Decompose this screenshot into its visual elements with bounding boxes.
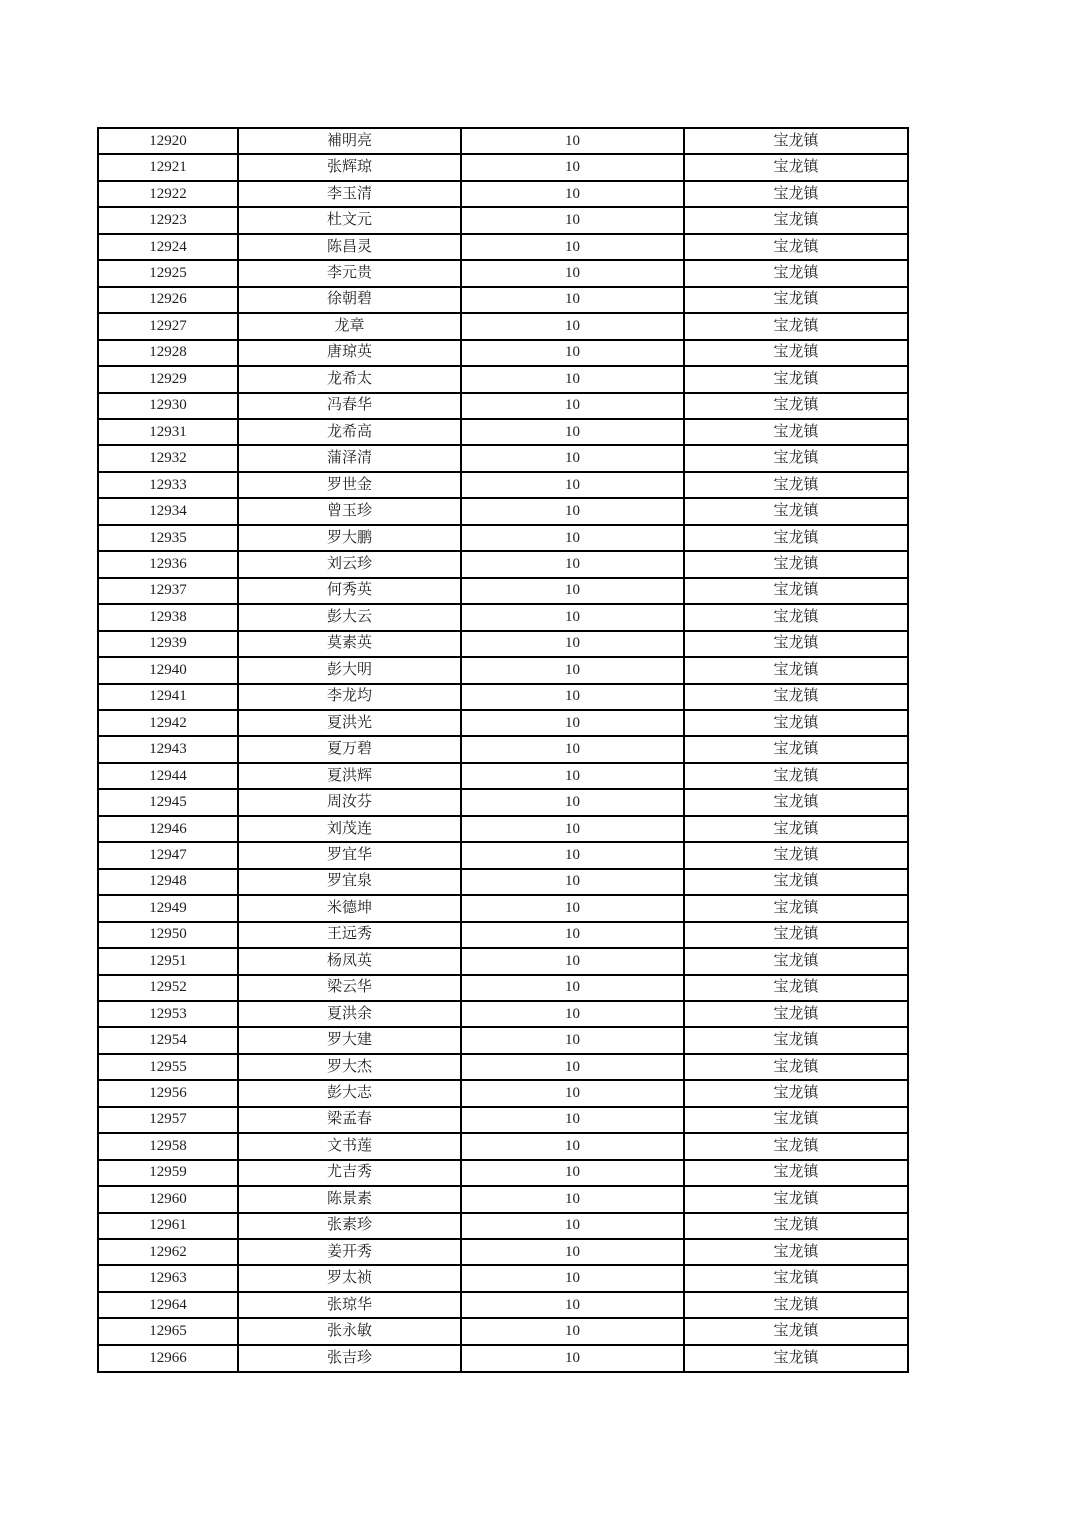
table-row	[98, 1001, 908, 1027]
cell-town: 宝龙镇	[684, 419, 908, 445]
cell-person-name: 補明亮	[238, 128, 461, 154]
table-row	[98, 816, 908, 842]
cell-person-name: 张素珍	[238, 1213, 461, 1239]
table-row	[98, 1027, 908, 1053]
cell-town: 宝龙镇	[684, 472, 908, 498]
cell-record-id: 12935	[98, 525, 238, 551]
table-row	[98, 154, 908, 180]
table-row	[98, 1265, 908, 1291]
cell-person-name: 龙希太	[238, 366, 461, 392]
cell-record-id: 12921	[98, 154, 238, 180]
cell-value: 10	[461, 340, 684, 366]
cell-record-id: 12945	[98, 789, 238, 815]
cell-person-name: 张吉珍	[238, 1345, 461, 1372]
table-row	[98, 393, 908, 419]
table-row	[98, 234, 908, 260]
table-row	[98, 525, 908, 551]
cell-record-id: 12933	[98, 472, 238, 498]
table-row	[98, 366, 908, 392]
cell-person-name: 李玉清	[238, 181, 461, 207]
cell-person-name: 罗宜华	[238, 842, 461, 868]
cell-town: 宝龙镇	[684, 789, 908, 815]
cell-town: 宝龙镇	[684, 1001, 908, 1027]
cell-record-id: 12931	[98, 419, 238, 445]
cell-person-name: 蒲泽清	[238, 445, 461, 471]
cell-town: 宝龙镇	[684, 260, 908, 286]
table-row	[98, 498, 908, 524]
table-row	[98, 922, 908, 948]
table-row	[98, 710, 908, 736]
cell-value: 10	[461, 260, 684, 286]
cell-record-id: 12948	[98, 869, 238, 895]
table-row	[98, 684, 908, 710]
table-row	[98, 578, 908, 604]
cell-value: 10	[461, 604, 684, 630]
cell-record-id: 12925	[98, 260, 238, 286]
table-row	[98, 1080, 908, 1106]
cell-value: 10	[461, 578, 684, 604]
cell-town: 宝龙镇	[684, 154, 908, 180]
cell-town: 宝龙镇	[684, 710, 908, 736]
cell-value: 10	[461, 789, 684, 815]
cell-value: 10	[461, 1345, 684, 1372]
cell-value: 10	[461, 895, 684, 921]
table-row	[98, 207, 908, 233]
cell-person-name: 夏洪余	[238, 1001, 461, 1027]
table-row	[98, 895, 908, 921]
table-row	[98, 869, 908, 895]
cell-town: 宝龙镇	[684, 1292, 908, 1318]
table-row	[98, 340, 908, 366]
cell-value: 10	[461, 128, 684, 154]
table-row	[98, 1160, 908, 1186]
table-row	[98, 975, 908, 1001]
cell-value: 10	[461, 1292, 684, 1318]
cell-value: 10	[461, 472, 684, 498]
cell-record-id: 12963	[98, 1265, 238, 1291]
cell-record-id: 12937	[98, 578, 238, 604]
cell-town: 宝龙镇	[684, 1054, 908, 1080]
cell-town: 宝龙镇	[684, 1160, 908, 1186]
table-row	[98, 445, 908, 471]
table-row	[98, 181, 908, 207]
cell-person-name: 刘云珍	[238, 551, 461, 577]
table-row	[98, 313, 908, 339]
cell-town: 宝龙镇	[684, 1213, 908, 1239]
cell-record-id: 12939	[98, 631, 238, 657]
cell-value: 10	[461, 1080, 684, 1106]
cell-record-id: 12964	[98, 1292, 238, 1318]
cell-value: 10	[461, 419, 684, 445]
cell-record-id: 12928	[98, 340, 238, 366]
cell-value: 10	[461, 869, 684, 895]
cell-record-id: 12934	[98, 498, 238, 524]
cell-person-name: 罗世金	[238, 472, 461, 498]
cell-record-id: 12961	[98, 1213, 238, 1239]
cell-value: 10	[461, 1027, 684, 1053]
cell-town: 宝龙镇	[684, 366, 908, 392]
table-row	[98, 1186, 908, 1212]
records-table-body	[98, 128, 908, 1372]
cell-value: 10	[461, 842, 684, 868]
cell-value: 10	[461, 313, 684, 339]
cell-person-name: 李元贵	[238, 260, 461, 286]
cell-town: 宝龙镇	[684, 736, 908, 762]
cell-value: 10	[461, 948, 684, 974]
cell-record-id: 12965	[98, 1318, 238, 1344]
cell-person-name: 彭大志	[238, 1080, 461, 1106]
cell-town: 宝龙镇	[684, 948, 908, 974]
cell-record-id: 12947	[98, 842, 238, 868]
cell-record-id: 12920	[98, 128, 238, 154]
cell-record-id: 12952	[98, 975, 238, 1001]
cell-value: 10	[461, 736, 684, 762]
cell-person-name: 刘茂连	[238, 816, 461, 842]
cell-town: 宝龙镇	[684, 1318, 908, 1344]
cell-person-name: 杜文元	[238, 207, 461, 233]
cell-person-name: 梁孟春	[238, 1107, 461, 1133]
table-row	[98, 842, 908, 868]
table-row	[98, 657, 908, 683]
cell-town: 宝龙镇	[684, 657, 908, 683]
cell-person-name: 夏万碧	[238, 736, 461, 762]
cell-town: 宝龙镇	[684, 525, 908, 551]
table-row	[98, 551, 908, 577]
cell-town: 宝龙镇	[684, 445, 908, 471]
cell-person-name: 李龙均	[238, 684, 461, 710]
cell-town: 宝龙镇	[684, 234, 908, 260]
table-row	[98, 1133, 908, 1159]
cell-person-name: 姜开秀	[238, 1239, 461, 1265]
table-row	[98, 631, 908, 657]
cell-town: 宝龙镇	[684, 1107, 908, 1133]
table-row	[98, 472, 908, 498]
table-row	[98, 1345, 908, 1372]
cell-record-id: 12949	[98, 895, 238, 921]
cell-person-name: 罗大杰	[238, 1054, 461, 1080]
cell-town: 宝龙镇	[684, 551, 908, 577]
cell-person-name: 夏洪光	[238, 710, 461, 736]
cell-record-id: 12959	[98, 1160, 238, 1186]
cell-person-name: 夏洪辉	[238, 763, 461, 789]
cell-town: 宝龙镇	[684, 684, 908, 710]
cell-record-id: 12929	[98, 366, 238, 392]
table-row	[98, 1239, 908, 1265]
cell-value: 10	[461, 525, 684, 551]
cell-town: 宝龙镇	[684, 869, 908, 895]
table-row	[98, 763, 908, 789]
cell-record-id: 12924	[98, 234, 238, 260]
cell-person-name: 张永敏	[238, 1318, 461, 1344]
cell-person-name: 张琼华	[238, 1292, 461, 1318]
cell-record-id: 12960	[98, 1186, 238, 1212]
table-row	[98, 1107, 908, 1133]
cell-value: 10	[461, 1107, 684, 1133]
cell-town: 宝龙镇	[684, 207, 908, 233]
cell-person-name: 莫素英	[238, 631, 461, 657]
cell-record-id: 12944	[98, 763, 238, 789]
cell-value: 10	[461, 1133, 684, 1159]
cell-person-name: 曾玉珍	[238, 498, 461, 524]
cell-value: 10	[461, 366, 684, 392]
cell-town: 宝龙镇	[684, 313, 908, 339]
table-row	[98, 604, 908, 630]
cell-value: 10	[461, 445, 684, 471]
cell-value: 10	[461, 1239, 684, 1265]
cell-town: 宝龙镇	[684, 1186, 908, 1212]
cell-value: 10	[461, 684, 684, 710]
cell-value: 10	[461, 975, 684, 1001]
cell-value: 10	[461, 1186, 684, 1212]
cell-town: 宝龙镇	[684, 1133, 908, 1159]
cell-record-id: 12954	[98, 1027, 238, 1053]
cell-value: 10	[461, 234, 684, 260]
cell-town: 宝龙镇	[684, 631, 908, 657]
cell-record-id: 12958	[98, 1133, 238, 1159]
cell-value: 10	[461, 710, 684, 736]
cell-value: 10	[461, 657, 684, 683]
cell-person-name: 徐朝碧	[238, 287, 461, 313]
cell-town: 宝龙镇	[684, 340, 908, 366]
cell-record-id: 12926	[98, 287, 238, 313]
cell-town: 宝龙镇	[684, 975, 908, 1001]
cell-town: 宝龙镇	[684, 393, 908, 419]
cell-record-id: 12936	[98, 551, 238, 577]
cell-person-name: 何秀英	[238, 578, 461, 604]
cell-value: 10	[461, 631, 684, 657]
table-row	[98, 789, 908, 815]
cell-town: 宝龙镇	[684, 287, 908, 313]
cell-person-name: 罗大建	[238, 1027, 461, 1053]
cell-record-id: 12951	[98, 948, 238, 974]
table-row	[98, 736, 908, 762]
cell-record-id: 12923	[98, 207, 238, 233]
cell-record-id: 12941	[98, 684, 238, 710]
cell-value: 10	[461, 1265, 684, 1291]
cell-record-id: 12927	[98, 313, 238, 339]
cell-record-id: 12930	[98, 393, 238, 419]
cell-person-name: 王远秀	[238, 922, 461, 948]
cell-record-id: 12962	[98, 1239, 238, 1265]
table-row	[98, 1318, 908, 1344]
table-row	[98, 1054, 908, 1080]
cell-town: 宝龙镇	[684, 128, 908, 154]
cell-town: 宝龙镇	[684, 578, 908, 604]
table-row	[98, 1292, 908, 1318]
cell-town: 宝龙镇	[684, 1080, 908, 1106]
table-row	[98, 287, 908, 313]
cell-person-name: 冯春华	[238, 393, 461, 419]
cell-record-id: 12922	[98, 181, 238, 207]
cell-value: 10	[461, 551, 684, 577]
cell-person-name: 龙希高	[238, 419, 461, 445]
cell-record-id: 12942	[98, 710, 238, 736]
cell-town: 宝龙镇	[684, 1239, 908, 1265]
cell-town: 宝龙镇	[684, 895, 908, 921]
cell-person-name: 周汝芬	[238, 789, 461, 815]
cell-value: 10	[461, 181, 684, 207]
cell-value: 10	[461, 763, 684, 789]
cell-person-name: 彭大云	[238, 604, 461, 630]
cell-town: 宝龙镇	[684, 922, 908, 948]
cell-value: 10	[461, 393, 684, 419]
cell-person-name: 杨凤英	[238, 948, 461, 974]
cell-value: 10	[461, 154, 684, 180]
cell-value: 10	[461, 1054, 684, 1080]
table-row	[98, 260, 908, 286]
cell-record-id: 12955	[98, 1054, 238, 1080]
cell-value: 10	[461, 922, 684, 948]
cell-person-name: 尤吉秀	[238, 1160, 461, 1186]
cell-person-name: 唐琼英	[238, 340, 461, 366]
cell-value: 10	[461, 207, 684, 233]
cell-town: 宝龙镇	[684, 842, 908, 868]
cell-person-name: 罗大鹏	[238, 525, 461, 551]
cell-record-id: 12946	[98, 816, 238, 842]
table-row	[98, 419, 908, 445]
cell-person-name: 陈昌灵	[238, 234, 461, 260]
cell-town: 宝龙镇	[684, 1265, 908, 1291]
cell-record-id: 12943	[98, 736, 238, 762]
cell-value: 10	[461, 498, 684, 524]
records-table	[97, 127, 909, 1373]
cell-person-name: 龙章	[238, 313, 461, 339]
table-row	[98, 128, 908, 154]
cell-town: 宝龙镇	[684, 181, 908, 207]
cell-value: 10	[461, 1318, 684, 1344]
cell-person-name: 彭大明	[238, 657, 461, 683]
cell-town: 宝龙镇	[684, 763, 908, 789]
cell-value: 10	[461, 1160, 684, 1186]
table-row	[98, 948, 908, 974]
cell-record-id: 12950	[98, 922, 238, 948]
cell-person-name: 陈景素	[238, 1186, 461, 1212]
cell-town: 宝龙镇	[684, 604, 908, 630]
cell-town: 宝龙镇	[684, 1027, 908, 1053]
cell-person-name: 罗太祯	[238, 1265, 461, 1291]
cell-person-name: 梁云华	[238, 975, 461, 1001]
cell-record-id: 12956	[98, 1080, 238, 1106]
cell-town: 宝龙镇	[684, 816, 908, 842]
cell-person-name: 张辉琼	[238, 154, 461, 180]
cell-value: 10	[461, 287, 684, 313]
cell-town: 宝龙镇	[684, 498, 908, 524]
cell-record-id: 12932	[98, 445, 238, 471]
table-row	[98, 1213, 908, 1239]
cell-person-name: 罗宜泉	[238, 869, 461, 895]
cell-value: 10	[461, 1213, 684, 1239]
cell-record-id: 12966	[98, 1345, 238, 1372]
cell-town: 宝龙镇	[684, 1345, 908, 1372]
cell-person-name: 文书莲	[238, 1133, 461, 1159]
cell-person-name: 米德坤	[238, 895, 461, 921]
cell-record-id: 12938	[98, 604, 238, 630]
cell-value: 10	[461, 1001, 684, 1027]
cell-record-id: 12957	[98, 1107, 238, 1133]
cell-record-id: 12953	[98, 1001, 238, 1027]
cell-record-id: 12940	[98, 657, 238, 683]
cell-value: 10	[461, 816, 684, 842]
